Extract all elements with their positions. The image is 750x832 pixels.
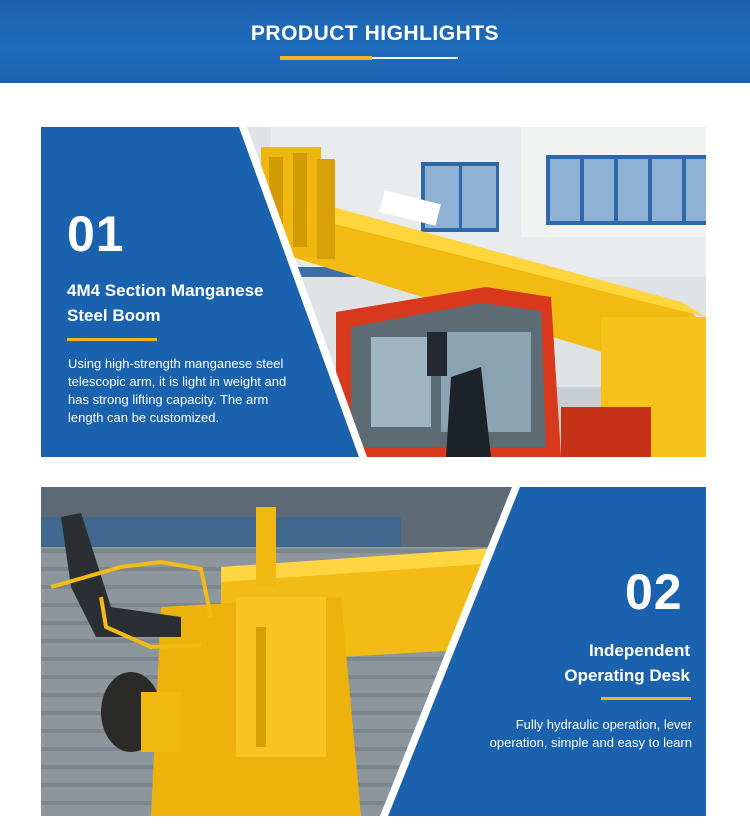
section-header	[0, 0, 750, 83]
highlight-card-1	[41, 127, 706, 457]
highlight-title-line2: Operating Desk	[564, 666, 690, 685]
highlight-title-line1: Independent	[588, 641, 690, 660]
highlight-desc-line2: operation, simple and easy to learn	[489, 735, 692, 750]
highlight-accent-rule	[67, 338, 157, 341]
highlight-number: 02	[625, 564, 683, 620]
highlight-accent-rule	[601, 697, 691, 700]
highlight-desc-line3: has strong lifting capacity. The arm	[68, 392, 269, 407]
highlight-desc-line1: Fully hydraulic operation, lever	[515, 717, 692, 732]
highlight-number: 01	[67, 206, 125, 262]
section-title: PRODUCT HIGHLIGHTS	[250, 22, 500, 45]
highlight-title-line1: 4M4 Section Manganese	[67, 281, 264, 300]
highlight-title-line2: Steel Boom	[67, 306, 161, 325]
highlight-desc-line2: telescopic arm, it is light in weight and	[68, 374, 287, 389]
title-underline-accent	[280, 56, 372, 60]
highlight-card-2	[41, 487, 706, 816]
highlight-desc-line4: length can be customized.	[68, 410, 220, 425]
highlight-desc-line1: Using high-strength manganese steel	[68, 356, 284, 371]
